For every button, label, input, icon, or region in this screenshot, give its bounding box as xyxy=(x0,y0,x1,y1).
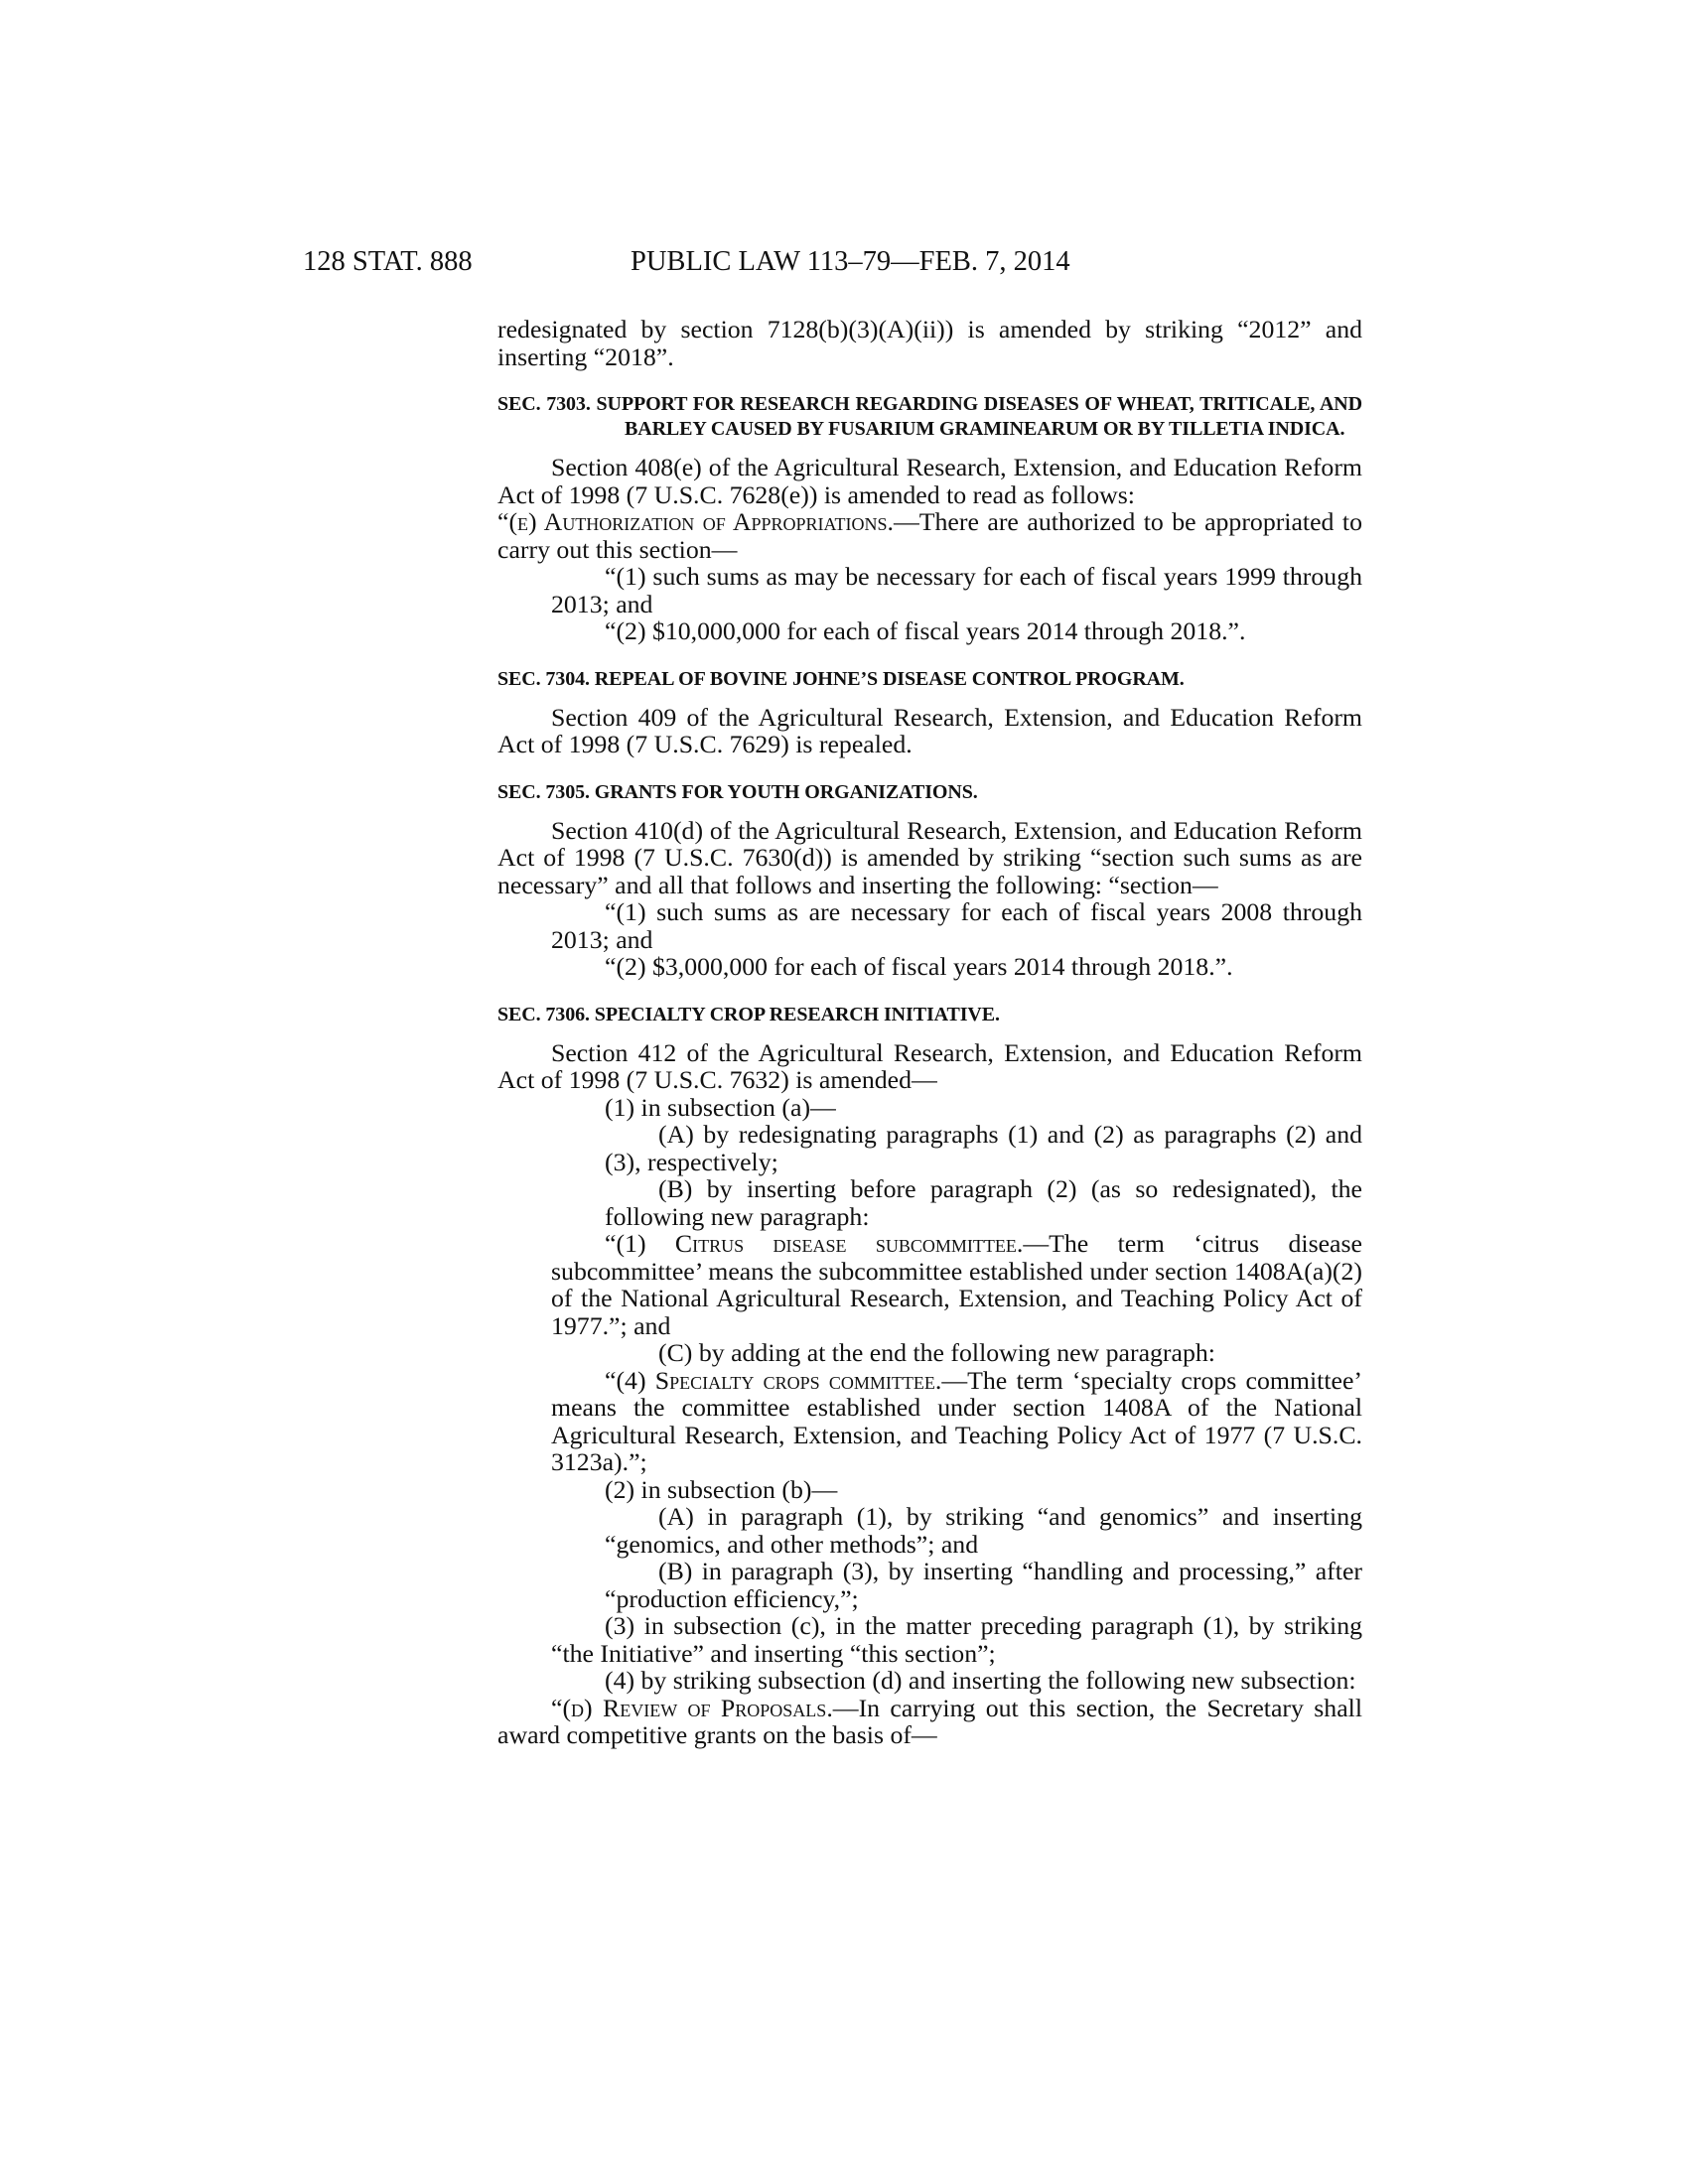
section-heading-7304: SEC. 7304. REPEAL OF BOVINE JOHNE’S DISEASE CONTROL PROGRAM. xyxy=(497,667,1185,690)
paragraph-7305-intro: Section 410(d) of the Agricultural Research, Extension, and Education Reform Act of 1998 (7 U.S.C. 7630(d)) is amended by striking “section such sums as are necessary” and all that follows and inserting the following: “section— xyxy=(497,815,1362,899)
citrus-heading: “(1) Citrus disease subcommittee. xyxy=(605,1229,1024,1258)
paragraph-7304: Section 409 of the Agricultural Research, Extension, and Education Reform Act of 1998 (7 U.S.C. 7629) is repealed. xyxy=(497,702,1362,758)
paragraph-7306-1B: (B) by inserting before paragraph (2) (as so redesignated), the following new paragraph: xyxy=(605,1174,1362,1231)
paragraph-7306-1C: (C) by adding at the end the following new paragraph: xyxy=(658,1338,1215,1367)
paragraph-7306-1: (1) in subsection (a)— xyxy=(605,1092,836,1122)
page-body xyxy=(497,316,1362,1749)
paragraph-7306-2A: (A) in paragraph (1), by striking “and genomics” and inserting “genomics, and other methods”; and xyxy=(605,1502,1362,1559)
paragraph-7303-intro: Section 408(e) of the Agricultural Research, Extension, and Education Reform Act of 1998 (7 U.S.C. 7628(e)) is amended to read as follows: xyxy=(497,453,1362,509)
paragraph-7303-e xyxy=(497,508,1362,563)
section-heading-7303: SEC. 7303. SUPPORT FOR RESEARCH REGARDING DISEASES OF WHEAT, TRITICALE, AND BARLEY CAUSED BY FUSARIUM GRAMINEARUM OR BY TILLETIA INDICA. xyxy=(497,393,1362,440)
paragraph-7306-3: (3) in subsection (c), in the matter preceding paragraph (1), by striking “the Initiative” and inserting “this section”; xyxy=(551,1611,1362,1668)
specialty-heading: “(4) Specialty crops committee. xyxy=(605,1365,942,1395)
paragraph-7306-1A: (A) by redesignating paragraphs (1) and (2) as paragraphs (2) and (3), respectively; xyxy=(605,1120,1362,1176)
paragraph-7306-4: (4) by striking subsection (d) and inserting the following new subsection: xyxy=(605,1666,1356,1695)
paragraph-7305-2: “(2) $3,000,000 for each of fiscal years 2014 through 2018.”. xyxy=(605,952,1233,981)
subsection-heading-e: “(e) Authorization of Appropriations. xyxy=(497,507,894,536)
paragraph-7306-2: (2) in subsection (b)— xyxy=(605,1474,838,1504)
public-law-title: PUBLIC LAW 113–79—FEB. 7, 2014 xyxy=(631,246,1070,277)
paragraph-review-of-proposals xyxy=(497,1695,1362,1749)
paragraph-specialty-definition xyxy=(497,1367,1362,1476)
review-text: —In carrying out this section, the Secretary shall award competitive grants on the basis of— xyxy=(497,1693,1362,1749)
paragraph-7303-e2: “(2) $10,000,000 for each of fiscal years 2014 through 2018.”. xyxy=(605,616,1246,645)
citrus-text: —The term ‘citrus disease subcommittee’ means the subcommittee established under section 1408A(a)(2) of the National Agricultural Research, Extension, and Teaching Policy Act of 1977.”; and xyxy=(551,1229,1362,1340)
specialty-text: —The term ‘specialty crops committee’ means the committee established under section 1408A of the National Agricultural Research, Extension, and Teaching Policy Act of 1977 (7 U.S.C. 3123a).”; xyxy=(551,1365,1362,1476)
paragraph-7303-e1: “(1) such sums as may be necessary for each of fiscal years 1999 through 2013; and xyxy=(551,562,1362,618)
stat-citation: 128 STAT. 888 xyxy=(303,246,473,277)
paragraph-7306-intro: Section 412 of the Agricultural Research, Extension, and Education Reform Act of 1998 (7 U.S.C. 7632) is amended— xyxy=(497,1037,1362,1094)
page-header xyxy=(303,246,1365,286)
paragraph-7306-2B: (B) in paragraph (3), by inserting “handling and processing,” after “production efficiency,”; xyxy=(605,1557,1362,1613)
paragraph-continuation: redesignated by section 7128(b)(3)(A)(ii)) is amended by striking “2012” and inserting “2018”. xyxy=(497,315,1362,371)
subsection-text-e: —There are authorized to be appropriated to carry out this section— xyxy=(497,507,1362,564)
section-heading-7306: SEC. 7306. SPECIALTY CROP RESEARCH INITIATIVE. xyxy=(497,1003,1000,1025)
section-heading-7305: SEC. 7305. GRANTS FOR YOUTH ORGANIZATIONS. xyxy=(497,780,978,803)
paragraph-citrus-definition xyxy=(497,1230,1362,1339)
review-heading: “(d) Review of Proposals. xyxy=(551,1693,833,1722)
paragraph-7305-1: “(1) such sums as are necessary for each of fiscal years 2008 through 2013; and xyxy=(551,897,1362,954)
